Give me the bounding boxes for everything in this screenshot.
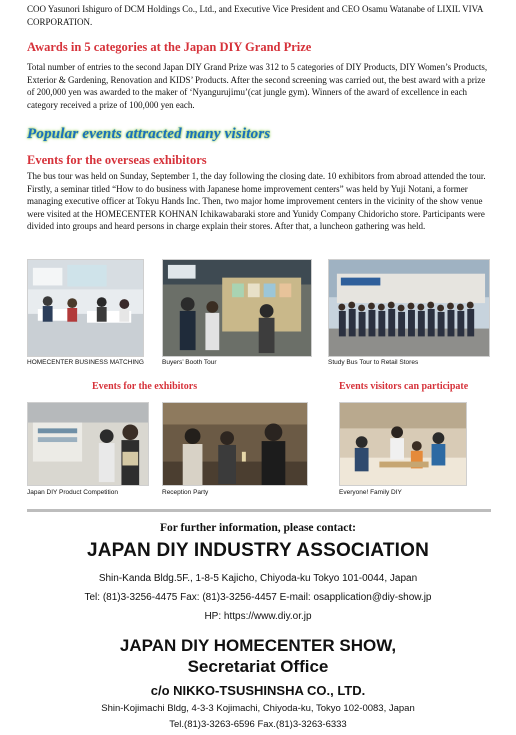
caption-study-bus-tour: Study Bus Tour to Retail Stores <box>328 359 419 366</box>
org1-contact-line: Tel: (81)3-3256-4475 Fax: (81)3-3256-4457 E-mail: osapplication@diy-show.jp <box>84 592 432 603</box>
caption-family-diy: Everyone! Family DIY <box>339 489 402 496</box>
org2-care-of: c/o NIKKO-TSUSHINSHA CO., LTD. <box>150 683 366 698</box>
contact-heading: For further information, please contact: <box>160 522 356 534</box>
overseas-paragraph: The bus tour was held on Sunday, September 1, the day following the closing date. 10 exhibitors from abroad attended the tour. Firstly, a seminar titled “How to do business with Japanese home improvement centers” was held by Yuji Notani, a former managing executive officer at Tokyu Hands Inc. Then, two major home improvement centers in the vicinity of the show venue were visited at the HOMECENTER KOHNAN Ichikawabaraki store and Yunidy Company Chidoricho store. Participants were divided into groups and heard persons in charge explain their stores. After that, a luncheon gathering was held. <box>27 171 486 232</box>
org2-name-line1: JAPAN DIY HOMECENTER SHOW, <box>119 636 397 655</box>
overseas-heading: Events for the overseas exhibitors <box>27 153 207 167</box>
org2-name-line2: Secretariat Office <box>187 657 329 676</box>
org1-address: Shin-Kanda Bldg.5F., 1-8-5 Kajicho, Chiyoda-ku Tokyo 101-0044, Japan <box>98 573 418 584</box>
photo-family-diy <box>339 402 467 486</box>
org2-phone-fax: Tel.(81)3-3263-6596 Fax.(81)3-3263-6333 <box>169 719 347 730</box>
caption-reception-party: Reception Party <box>162 489 209 496</box>
photo-buyers-booth-tour <box>162 259 312 357</box>
photo-business-matching <box>27 259 144 357</box>
caption-buyers-booth-tour: Buyers’ Booth Tour <box>162 359 217 366</box>
section-divider <box>27 509 491 512</box>
org2-address: Shin-Kojimachi Bldg, 4-3-3 Kojimachi, Chiyoda-ku, Tokyo 102-0083, Japan <box>101 703 415 714</box>
exhibitor-events-heading: Events for the exhibitors <box>92 381 198 392</box>
org1-homepage-link[interactable]: HP: https://www.diy.or.jp <box>204 611 312 622</box>
photo-study-bus-tour <box>328 259 490 357</box>
caption-business-matching: HOMECENTER BUSINESS MATCHING <box>27 359 144 366</box>
photo-reception-party <box>162 402 308 486</box>
popular-events-heading: Popular events attracted many visitors <box>27 126 271 142</box>
awards-paragraph: Total number of entries to the second Japan DIY Grand Prize was 312 to 5 categories of DIY Products, DIY Women’s Products, Exterior & Gardening, Renovation and KIDS’ Products. After the second screening was carried out, the best award with a prize of 200,000 yen was awarded to the maker of ‘Nyangurujimu’(cat jungle gym). Winners of the award of excellence in each category received a prize of 100,000 yen each. <box>27 62 488 110</box>
caption-diy-product-competition: Japan DIY Product Competition <box>27 489 118 496</box>
photo-diy-product-competition <box>27 402 149 486</box>
visitor-events-heading: Events visitors can participate <box>339 381 469 392</box>
org1-name: JAPAN DIY INDUSTRY ASSOCIATION <box>86 540 430 561</box>
awards-heading: Awards in 5 categories at the Japan DIY Grand Prize <box>27 40 312 54</box>
intro-paragraph: COO Yasunori Ishiguro of DCM Holdings Co., Ltd., and Executive Vice President and CEO Osamu Watanabe of LIXIL VIVA CORPORATION. <box>27 4 483 27</box>
